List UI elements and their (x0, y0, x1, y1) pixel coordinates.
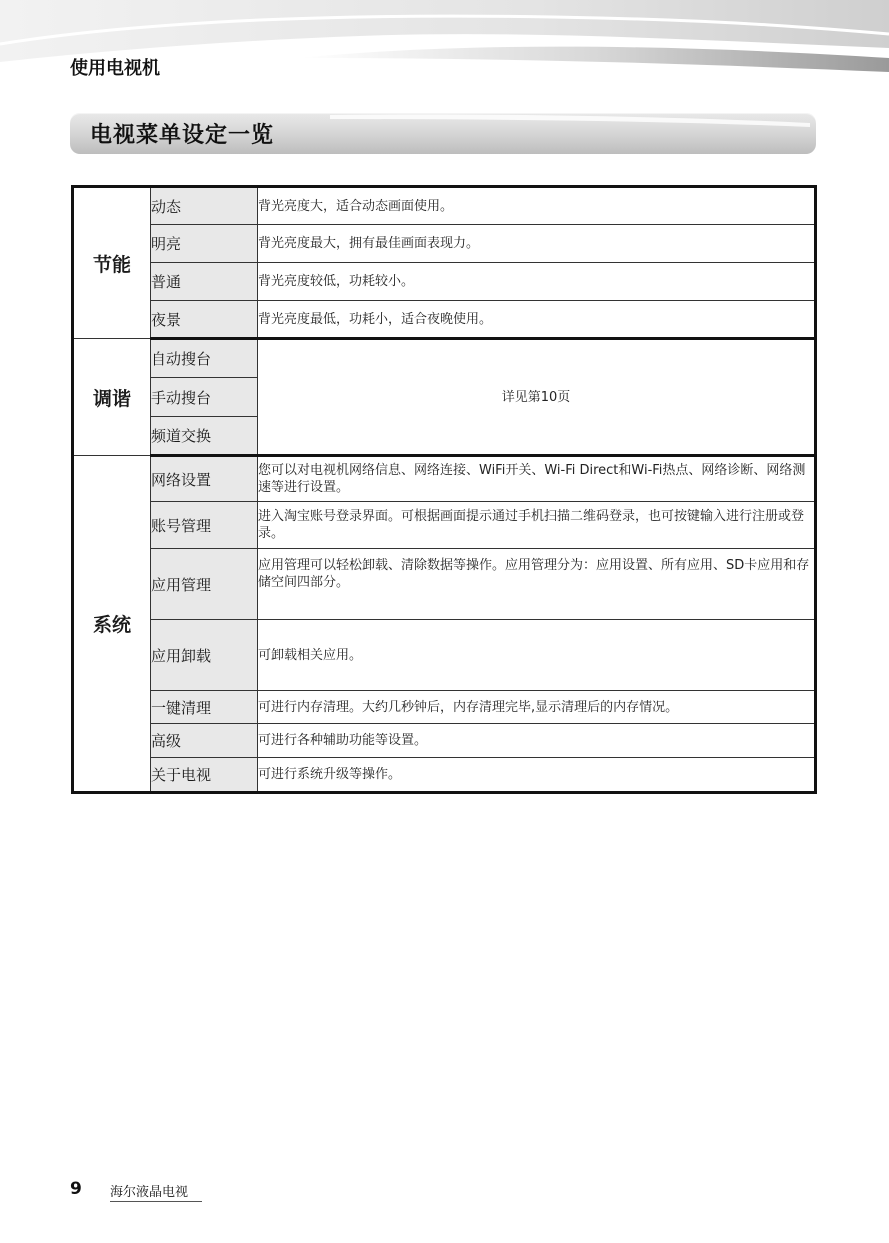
tuning-shared-description: 详见第10页 (258, 339, 816, 456)
menu-item: 手动搜台 (151, 378, 258, 417)
menu-item: 高级 (151, 724, 258, 758)
menu-item-description: 应用管理可以轻松卸载、清除数据等操作。应用管理分为：应用设置、所有应用、SD卡应用和存储空间四部分。 (258, 549, 816, 620)
menu-item-description: 可卸载相关应用。 (258, 620, 816, 691)
category-energy-saving: 节能 (73, 187, 151, 339)
menu-item-description: 背光亮度大，适合动态画面使用。 (258, 187, 816, 225)
menu-item: 一键清理 (151, 691, 258, 724)
menu-item: 普通 (151, 263, 258, 301)
section-title: 使用电视机 (70, 58, 160, 79)
menu-item: 账号管理 (151, 502, 258, 549)
menu-item: 关于电视 (151, 758, 258, 793)
menu-item: 夜景 (151, 301, 258, 339)
menu-item-description: 背光亮度最大，拥有最佳画面表现力。 (258, 225, 816, 263)
category-tuning: 调谐 (73, 339, 151, 456)
footer-underline (110, 1201, 202, 1202)
menu-item: 应用管理 (151, 549, 258, 620)
menu-item-description: 可进行各种辅助功能等设置。 (258, 724, 816, 758)
menu-item: 应用卸载 (151, 620, 258, 691)
table-row (73, 225, 816, 263)
menu-item-description: 背光亮度最低，功耗小，适合夜晚使用。 (258, 301, 816, 339)
menu-item: 网络设置 (151, 456, 258, 502)
table-row (73, 620, 816, 691)
table-row (73, 456, 816, 502)
page-number: 9 (70, 1179, 82, 1199)
menu-item-description: 进入淘宝账号登录界面。可根据画面提示通过手机扫描二维码登录，也可按键输入进行注册或登录。 (258, 502, 816, 549)
table-row (73, 301, 816, 339)
menu-item-description: 您可以对电视机网络信息、网络连接、WiFi开关、Wi-Fi Direct和Wi-Fi热点、网络诊断、网络测速等进行设置。 (258, 456, 816, 502)
category-system: 系统 (73, 456, 151, 793)
table-row (73, 502, 816, 549)
table-row (73, 724, 816, 758)
menu-item: 频道交换 (151, 417, 258, 456)
menu-item: 自动搜台 (151, 339, 258, 378)
table-row (73, 758, 816, 793)
menu-item-description: 背光亮度较低，功耗较小。 (258, 263, 816, 301)
menu-item: 动态 (151, 187, 258, 225)
page-title: 电视菜单设定一览 (90, 123, 275, 148)
table-row (73, 691, 816, 724)
tv-menu-table (71, 185, 817, 794)
menu-item: 明亮 (151, 225, 258, 263)
menu-item-description: 可进行系统升级等操作。 (258, 758, 816, 793)
table-row (73, 187, 816, 225)
table-row (73, 263, 816, 301)
title-banner (70, 113, 816, 154)
table-row (73, 549, 816, 620)
footer-brand: 海尔液晶电视 (110, 1185, 189, 1200)
table-row (73, 339, 816, 378)
menu-item-description: 可进行内存清理。大约几秒钟后，内存清理完毕,显示清理后的内存情况。 (258, 691, 816, 724)
